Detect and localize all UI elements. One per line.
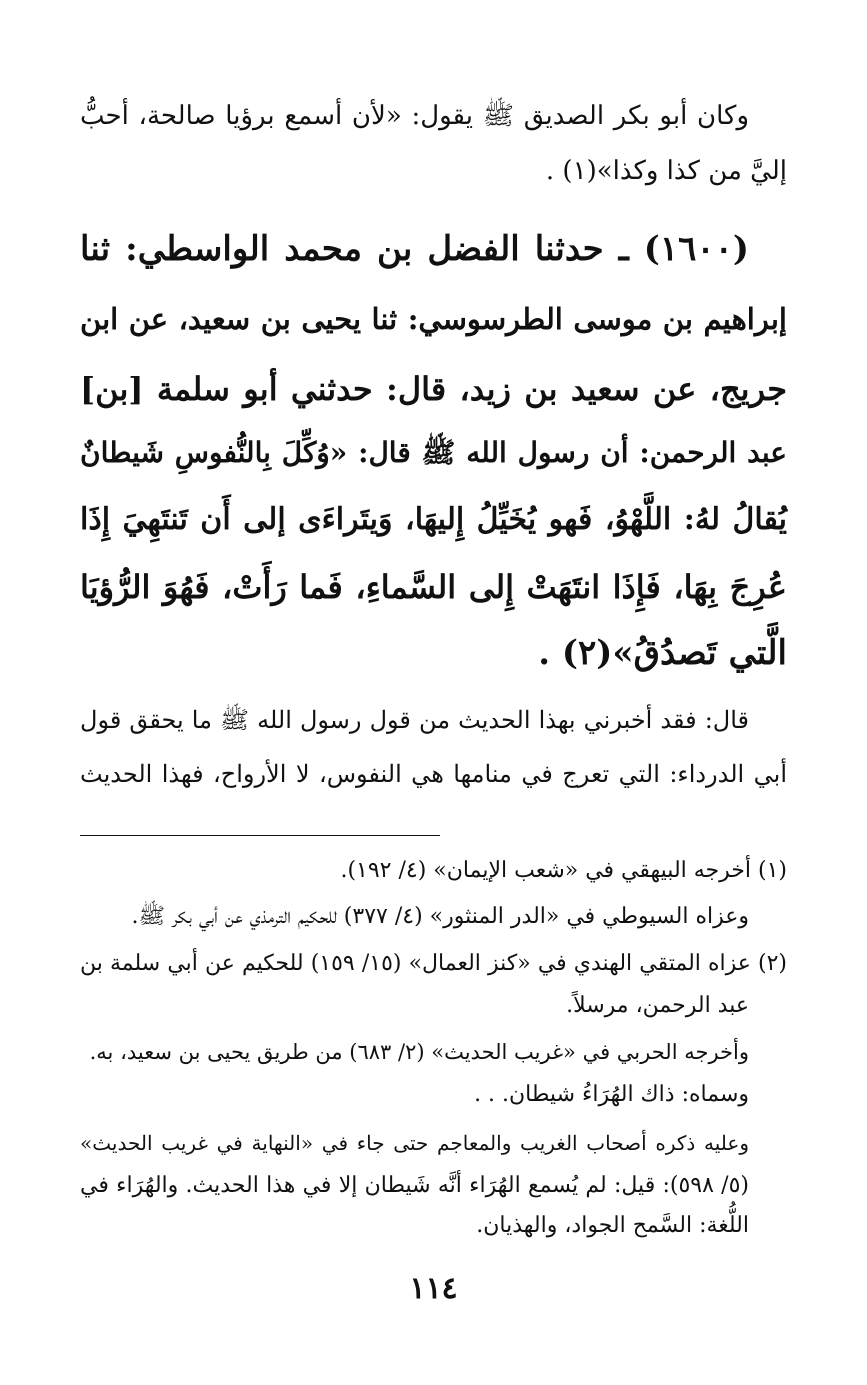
footnote-line: وسماه: ذاك الهُرَاءُ شيطان. . .: [474, 1082, 749, 1107]
hadith-line: عُرِجَ بِهَا، فَإِذَا انتَهَتْ إِلى السَّماءِ، فَما رَأَتْ، فَهُوَ الرُّؤيَا: [80, 568, 787, 606]
commentary-line: أبي الدرداء: التي تعرج في منامها هي النفوس، لا الأرواح، فهذا الحديث: [80, 760, 787, 788]
footnote-line: (٥/ ٥٩٨): قيل: لم يُسمع الهُرَاء أنَّه شَيطان إلا في هذا الحديث. والهُرَاء في: [80, 1173, 750, 1198]
hadith-line: الَّتي تَصدُقُ»(٢) .: [538, 633, 787, 673]
page-number: ١١٤: [409, 1271, 458, 1306]
footnote-2: (٢) عزاه المتقي الهندي في «كنز العمال» (١٥/ ١٥٩) للحكيم عن أبي سلمة بن: [80, 951, 788, 976]
hadith-line: جريج، عن سعيد بن زيد، قال: حدثني أبو سلمة [بن]: [80, 370, 787, 408]
footnote-separator: [80, 835, 440, 836]
footnote-line: وأخرجه الحربي في «غريب الحديث» (٢/ ٦٨٣) من طريق يحيى بن سعيد، به.: [89, 1040, 749, 1064]
hadith-line: عبد الرحمن: أن رسول الله ﷺ قال: «وُكِّلَ بِالنُّفوسِ شَيطانٌ: [80, 436, 787, 469]
intro-line: وكان أبو بكر الصديق ﷺ يقول: «لأن أسمع برؤيا صالحة، أحبُّ: [80, 101, 749, 131]
footnote-line: عبد الرحمن، مرسلاً.: [566, 993, 749, 1018]
hadith-line: يُقالُ لهُ: اللَّهْوُ، فَهو يُخَيِّلُ إِليهَا، وَيتَراءَى إلى أَن تَنتَهِيَ إِذَا: [80, 502, 788, 537]
footnote-line: وعليه ذكره أصحاب الغريب والمعاجم حتى جاء في «النهاية في غريب الحديث»: [80, 1131, 749, 1155]
hadith-heading-line: (١٦٠٠) ـ حدثنا الفضل بن محمد الواسطي: ثنا: [80, 229, 749, 269]
hadith-line: إبراهيم بن موسى الطرسوسي: ثنا يحيى بن سعيد، عن ابن: [80, 302, 787, 336]
footnote-line: وعزاه السيوطي في «الدر المنثور» (٤/ ٣٧٧) للحكيم الترمذي عن أبي بكر ﷺ.: [131, 904, 749, 929]
intro-line: إليَّ من كذا وكذا»(١) .: [545, 156, 787, 186]
footnote-line: اللُّغة: السَّمح الجواد، والهذيان.: [476, 1213, 749, 1238]
footnote-1: (١) أخرجه البيهقي في «شعب الإيمان» (٤/ ١٩٢).: [340, 858, 787, 883]
commentary-line: قال: فقد أخبرني بهذا الحديث من قول رسول الله ﷺ ما يحقق قول: [80, 706, 749, 734]
